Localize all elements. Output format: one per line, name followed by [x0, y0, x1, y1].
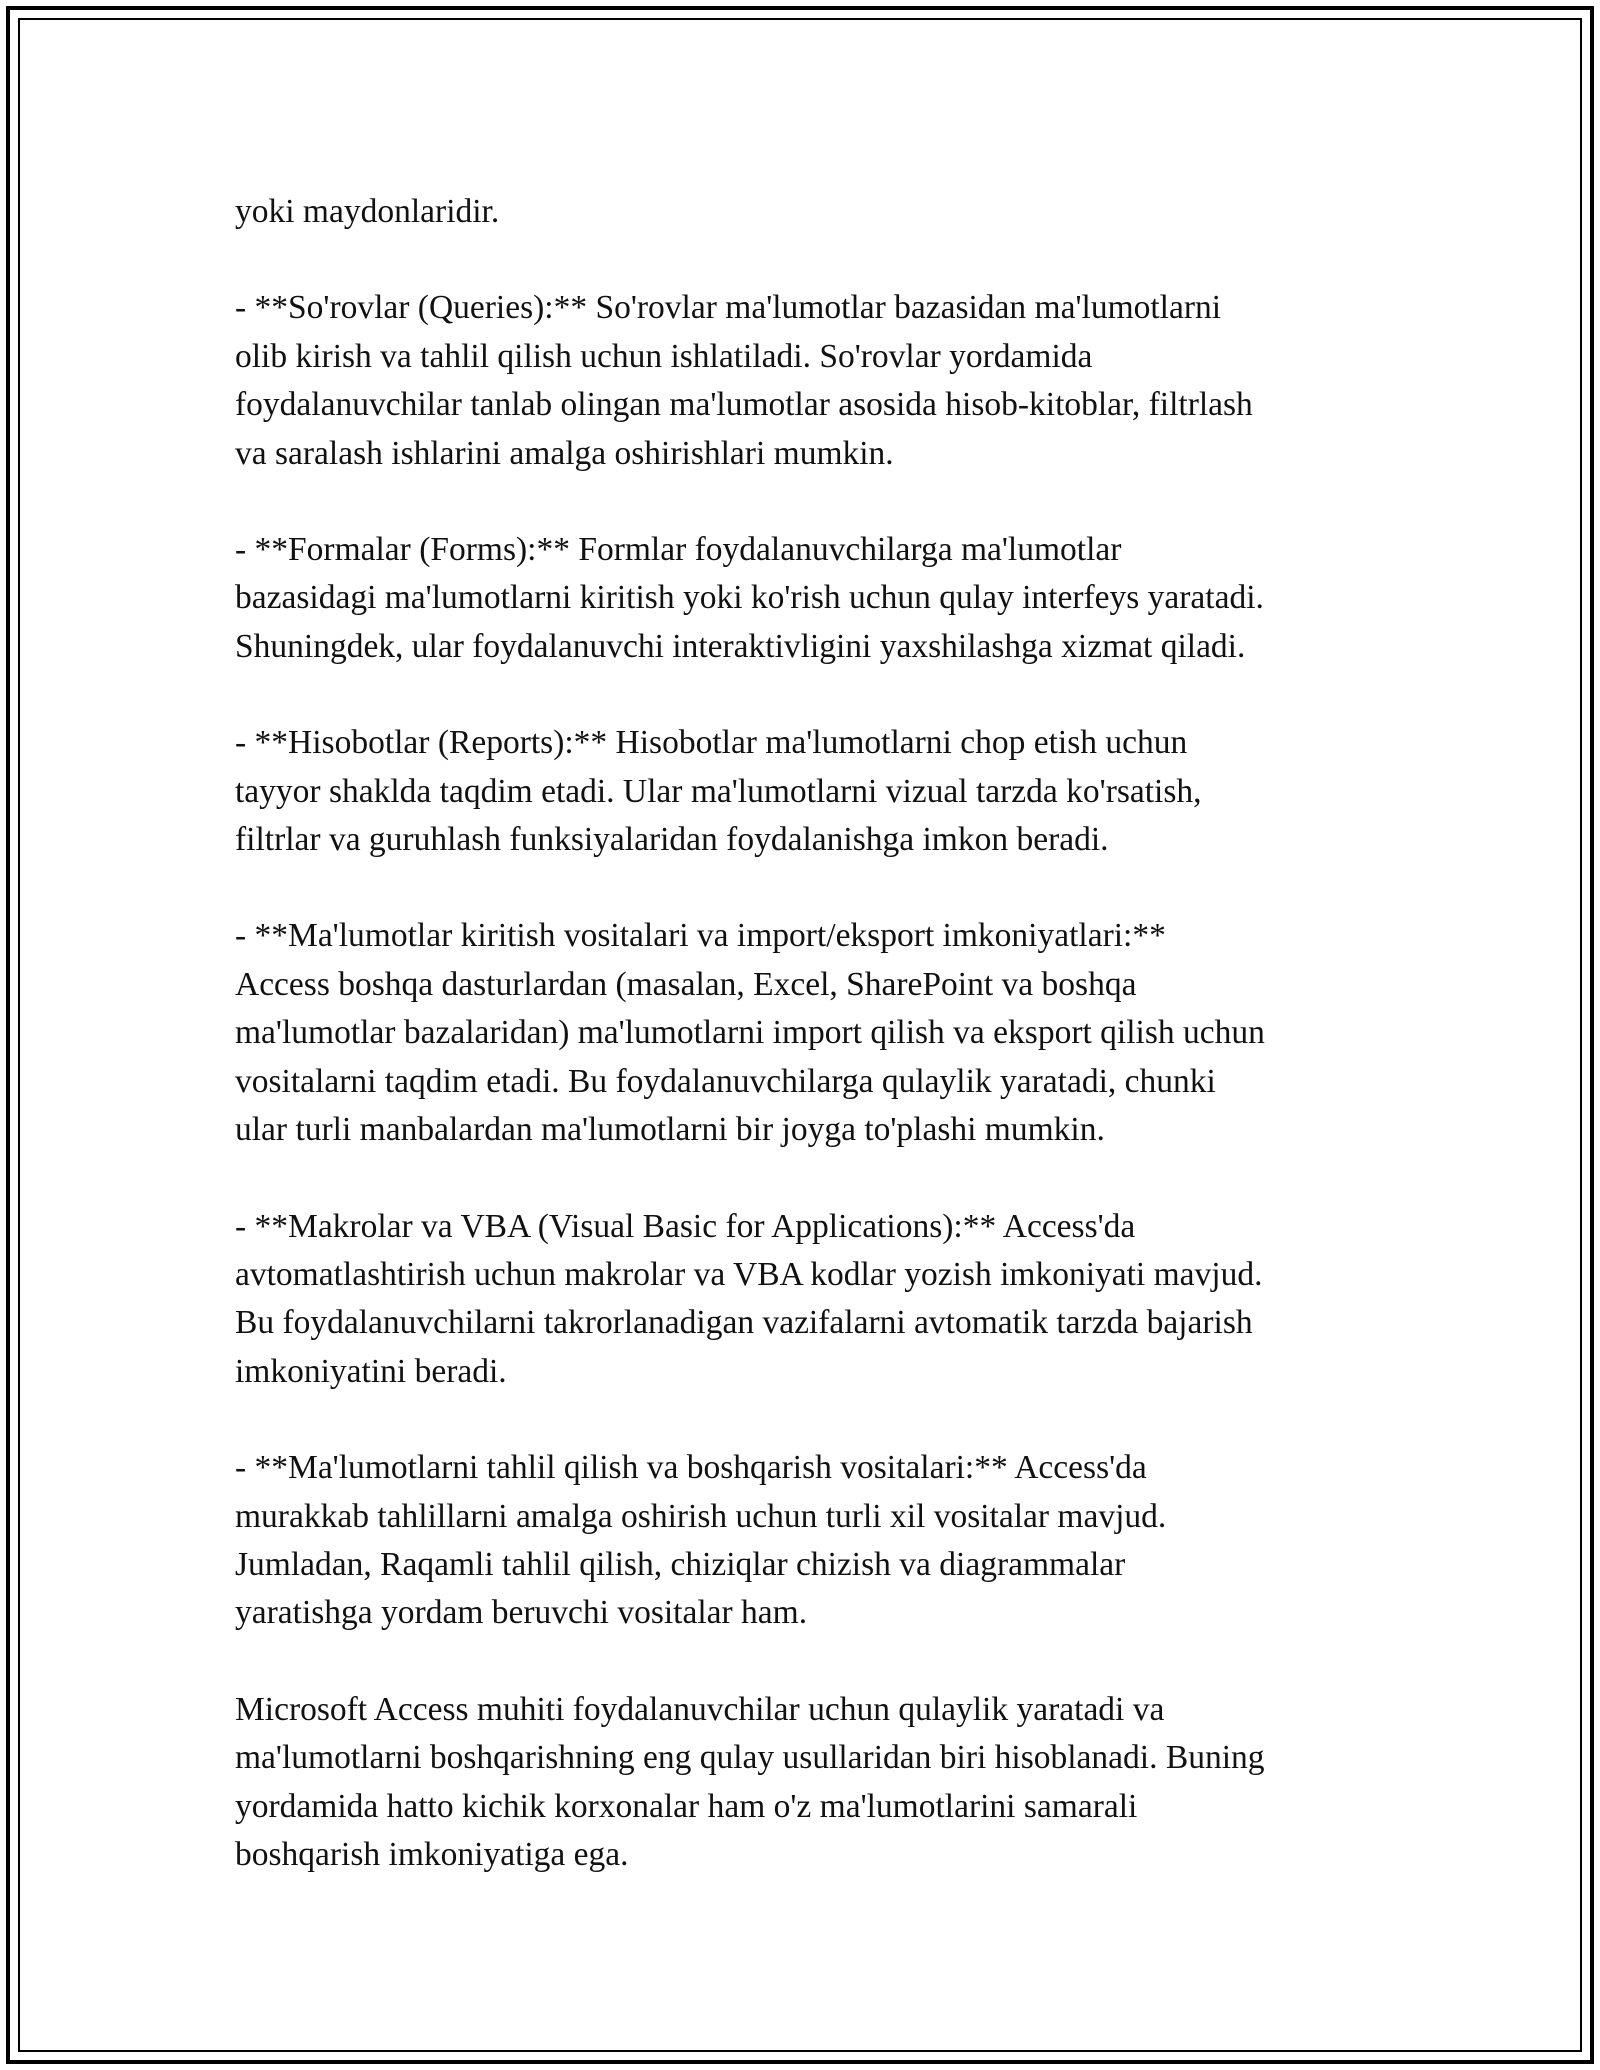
text-line: murakkab tahlillarni amalga oshirish uchun turli xil vositalar mavjud.	[235, 1497, 1167, 1535]
text-line: - **Hisobotlar (Reports):** Hisobotlar ma'lumotlarni chop etish uchun	[235, 724, 1188, 762]
text-line: Bu foydalanuvchilarni takrorlanadigan vazifalarni avtomatik tarzda bajarish	[235, 1304, 1253, 1342]
text-line: bazasidagi ma'lumotlarni kiritish yoki ko'rish uchun qulay interfeys yaratadi.	[235, 579, 1264, 617]
text-line: ma'lumotlarni boshqarishning eng qulay usullaridan biri hisoblanadi. Buning	[235, 1739, 1265, 1777]
text-line: vositalarni taqdim etadi. Bu foydalanuvchilarga qulaylik yaratadi, chunki	[235, 1062, 1216, 1100]
document-body	[235, 188, 1385, 1927]
paragraph-analysis-tools	[235, 1444, 1385, 1638]
text-line: boshqarish imkoniyatiga ega.	[235, 1835, 629, 1873]
text-line: Shuningdek, ular foydalanuvchi interaktivligini yaxshilashga xizmat qiladi.	[235, 627, 1246, 665]
text-line: - **Makrolar va VBA (Visual Basic for Applications):** Access'da	[235, 1207, 1136, 1245]
text-line: avtomatlashtirish uchun makrolar va VBA kodlar yozish imkoniyati mavjud.	[235, 1255, 1263, 1293]
text-line: - **Formalar (Forms):** Formlar foydalanuvchilarga ma'lumotlar	[235, 531, 1122, 569]
text-line: filtrlar va guruhlash funksiyalaridan foydalanishga imkon beradi.	[235, 821, 1109, 859]
text-line: ma'lumotlar bazalaridan) ma'lumotlarni import qilish va eksport qilish uchun	[235, 1014, 1265, 1052]
text-line: imkoniyatini beradi.	[235, 1352, 507, 1390]
text-line: yaratishga yordam beruvchi vositalar ham.	[235, 1594, 808, 1632]
paragraph-import-export	[235, 912, 1385, 1154]
paragraph-reports	[235, 719, 1385, 864]
text-line: - **So'rovlar (Queries):** So'rovlar ma'lumotlar bazasidan ma'lumotlarni	[235, 289, 1222, 327]
paragraph-conclusion	[235, 1686, 1385, 1880]
text-line: - **Ma'lumotlar kiritish vositalari va import/eksport imkoniyatlari:**	[235, 917, 1166, 955]
text-line: ular turli manbalardan ma'lumotlarni bir joyga to'plashi mumkin.	[235, 1111, 1105, 1149]
paragraph-forms	[235, 526, 1385, 671]
text-line: olib kirish va tahlil qilish uchun ishlatiladi. So'rovlar yordamida	[235, 337, 1093, 375]
text-line: yordamida hatto kichik korxonalar ham o'z ma'lumotlarini samarali	[235, 1787, 1138, 1825]
paragraph-continuation	[235, 188, 1385, 236]
text-line: Jumladan, Raqamli tahlil qilish, chiziqlar chizish va diagrammalar	[235, 1545, 1126, 1583]
text-line: va saralash ishlarini amalga oshirishlari mumkin.	[235, 434, 894, 472]
text-line: yoki maydonlaridir.	[235, 193, 500, 230]
text-line: Microsoft Access muhiti foydalanuvchilar uchun qulaylik yaratadi va	[235, 1690, 1165, 1728]
paragraph-macros-vba	[235, 1203, 1385, 1397]
paragraph-queries	[235, 284, 1385, 478]
text-line: foydalanuvchilar tanlab olingan ma'lumotlar asosida hisob-kitoblar, filtrlash	[235, 386, 1253, 424]
text-line: - **Ma'lumotlarni tahlil qilish va boshqarish vositalari:** Access'da	[235, 1449, 1147, 1487]
text-line: tayyor shaklda taqdim etadi. Ular ma'lumotlarni vizual tarzda ko'rsatish,	[235, 772, 1202, 810]
text-line: Access boshqa dasturlardan (masalan, Excel, SharePoint va boshqa	[235, 965, 1137, 1003]
